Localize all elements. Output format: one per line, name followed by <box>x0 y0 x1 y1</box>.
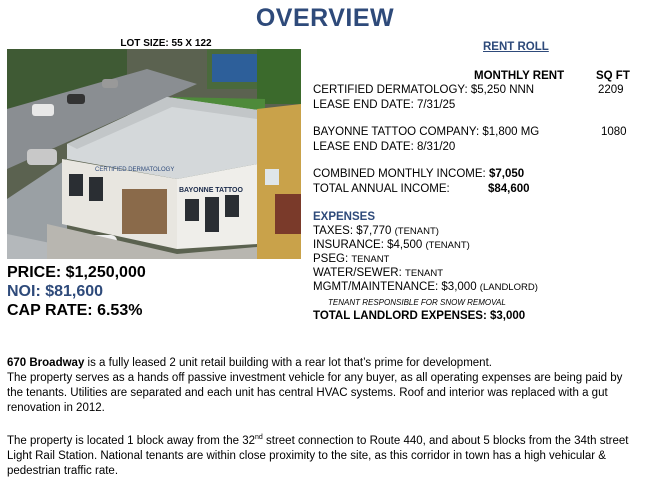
tenant-2-lease-end: LEASE END DATE: 8/31/20 <box>313 141 456 153</box>
noi-value: NOI: $81,600 <box>7 283 104 300</box>
monthly-rent-column-header: MONTHLY RENT <box>474 70 565 82</box>
description-paragraph-2: The property is located 1 block away from the 32nd street connection to Route 440, and about 5 blocks from the 34th street Light Rail Station. National tenants are within close proximity to the site, as this corridor in town has a high vehicular & pedestrian traffic rate. <box>7 434 629 477</box>
price-summary <box>7 263 146 320</box>
expense-taxes-note: (TENANT) <box>394 226 439 237</box>
expense-insurance-label: INSURANCE: $4,500 <box>313 239 423 251</box>
annual-income-label: TOTAL ANNUAL INCOME: <box>313 183 450 195</box>
description-paragraph-1: 670 Broadway is a fully leased 2 unit retail building with a rear lot that’s prime for development. The property serves as a hands off passive investment vehicle for any buyer, as all operating expenses are being paid by the tenants. Utilities are separated and each unit has central HVAC systems. Roof and interior was replaced with a gut renovation in 2012. <box>7 357 623 414</box>
expense-water-label: WATER/SEWER: <box>313 267 402 279</box>
snow-removal-note: TENANT RESPONSIBLE FOR SNOW REMOVAL <box>328 298 506 307</box>
expense-insurance <box>313 239 470 251</box>
property-photo <box>7 49 301 259</box>
expense-pseg-note: TENANT <box>351 254 390 265</box>
expense-taxes <box>313 225 439 237</box>
page-title: OVERVIEW <box>255 4 395 32</box>
property-description <box>7 356 637 487</box>
expense-mgmt <box>313 281 538 293</box>
total-expenses-value: $3,000 <box>490 310 526 322</box>
price-value: PRICE: $1,250,000 <box>7 264 146 281</box>
expense-mgmt-label: MGMT/MAINTENANCE: $3,000 <box>313 281 477 293</box>
combined-income-label: COMBINED MONTHLY INCOME: <box>313 168 486 180</box>
total-expenses-label: TOTAL LANDLORD EXPENSES: $3,000 <box>313 310 526 322</box>
tenant-2-sqft: 1080 <box>601 126 627 138</box>
rent-roll-heading: RENT ROLL <box>483 41 549 53</box>
cap-rate-value: CAP RATE: 6.53% <box>7 302 143 319</box>
tenant-2-rent: BAYONNE TATTOO COMPANY: $1,800 MG <box>313 126 540 138</box>
tenant-1-sqft: 2209 <box>598 84 624 96</box>
property-address: 670 Broadway <box>7 357 85 369</box>
expenses-heading: EXPENSES <box>313 211 375 223</box>
storefront-sign-left: CERTIFIED DERMATOLOGY <box>95 167 175 173</box>
expense-pseg <box>313 253 389 265</box>
annual-income-value: $84,600 <box>488 183 530 195</box>
tenant-1-lease-end: LEASE END DATE: 7/31/25 <box>313 99 456 111</box>
expense-mgmt-note: (LANDLORD) <box>479 282 538 293</box>
sqft-column-header: SQ FT <box>596 70 630 82</box>
storefront-sign-right: BAYONNE TATTOO <box>179 187 243 194</box>
lot-size-label: LOT SIZE: 55 X 122 <box>120 38 212 49</box>
expense-taxes-label: TAXES: $7,770 <box>313 225 392 237</box>
expense-water <box>313 267 443 279</box>
combined-income-value: $7,050 <box>489 168 525 180</box>
expense-pseg-label: PSEG: <box>313 253 349 265</box>
tenant-1-rent: CERTIFIED DERMATOLOGY: $5,250 NNN <box>313 84 535 96</box>
expense-insurance-note: (TENANT) <box>425 240 470 251</box>
aerial-building-image <box>7 49 301 259</box>
expense-water-note: TENANT <box>405 268 444 279</box>
